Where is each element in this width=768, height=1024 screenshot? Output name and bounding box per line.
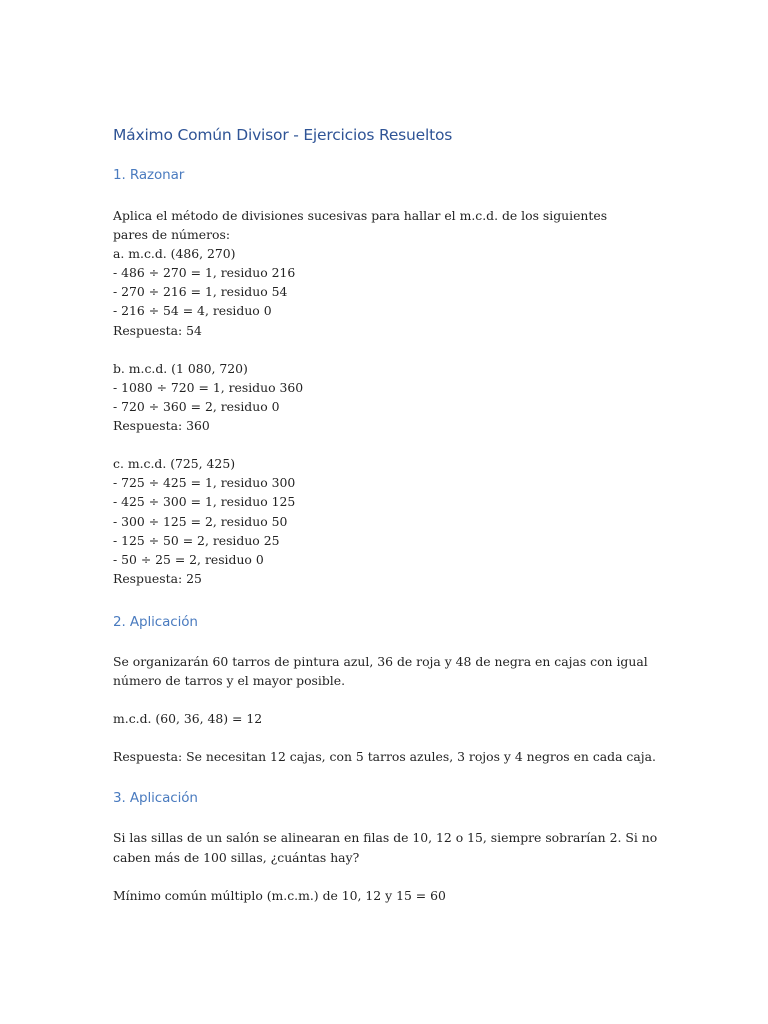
step-line: - 486 ÷ 270 = 1, residuo 216 (113, 265, 296, 281)
item-label: a. m.c.d. (486, 270) (113, 246, 236, 262)
calc-line: m.c.d. (60, 36, 48) = 12 (113, 711, 263, 727)
section-heading: 3. Aplicación (113, 790, 198, 807)
spacer (113, 690, 658, 709)
item-label: c. m.c.d. (725, 425) (113, 456, 236, 472)
problem-text: Si las sillas de un salón se alinearan en filas de 10, 12 o 15, siempre sobrarían 2. Si no caben más de 100 sillas, ¿cuántas hay? (113, 830, 658, 865)
step-line: - 216 ÷ 54 = 4, residuo 0 (113, 303, 272, 319)
answer-line: Respuesta: Se necesitan 12 cajas, con 5 tarros azules, 3 rojos y 4 negros en cada caja. (113, 749, 656, 765)
spacer (113, 867, 658, 886)
calc-line: Mínimo común múltiplo (m.c.m.) de 10, 12 y 15 = 60 (113, 887, 446, 903)
spacer (113, 728, 658, 747)
item-label: b. m.c.d. (1 080, 720) (113, 360, 248, 376)
step-line: - 50 ÷ 25 = 2, residuo 0 (113, 551, 264, 567)
spacer (113, 435, 658, 454)
problem-text: Se organizarán 60 tarros de pintura azul, 36 de roja y 48 de negra en cajas con igual número de tarros y el mayor posible. (113, 653, 648, 688)
section-heading: 2. Aplicación (113, 613, 198, 630)
step-line: - 125 ÷ 50 = 2, residuo 25 (113, 532, 280, 548)
step-line: - 270 ÷ 216 = 1, residuo 54 (113, 284, 288, 300)
step-line: - 1080 ÷ 720 = 1, residuo 360 (113, 379, 304, 395)
document-content (113, 124, 658, 905)
section-intro: Aplica el método de divisiones sucesivas para hallar el m.c.d. de los siguientes pares de números: (113, 208, 608, 243)
answer-line: Respuesta: 360 (113, 418, 210, 434)
spacer (113, 340, 658, 359)
step-line: - 725 ÷ 425 = 1, residuo 300 (113, 475, 296, 491)
answer-line: Respuesta: 54 (113, 322, 202, 338)
step-line: - 720 ÷ 360 = 2, residuo 0 (113, 398, 280, 414)
section-heading: 1. Razonar (113, 167, 185, 183)
document-title: Máximo Común Divisor - Ejercicios Resueltos (113, 126, 453, 144)
step-line: - 425 ÷ 300 = 1, residuo 125 (113, 494, 296, 510)
answer-line: Respuesta: 25 (113, 570, 202, 586)
step-line: - 300 ÷ 125 = 2, residuo 50 (113, 513, 288, 529)
